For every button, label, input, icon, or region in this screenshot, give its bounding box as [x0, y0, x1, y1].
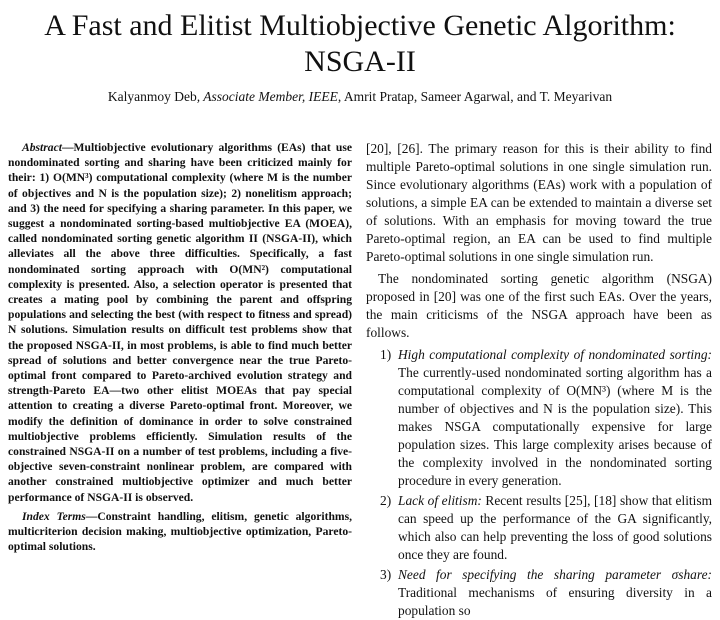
list-item: [366, 346, 712, 490]
list-item-text: The currently-used nondominated sorting algorithm has a computational complexity of O(MN³) (where M is the number of objectives and N is the population size). This makes NSGA computationally expensive for large population sizes. This large complexity arises because of the complexity involved in the nondominated sorting procedure in every generation.: [398, 365, 712, 488]
list-item-number: 1): [380, 347, 392, 362]
title-line-2: NSGA-II: [304, 45, 416, 78]
index-terms-paragraph: [8, 509, 352, 555]
list-item-text: Recent results [25], [18] show that elitism can speed up the performance of the GA significantly, which also can help preventing the loss of good solutions once they are found.: [398, 493, 712, 562]
title-line-1: A Fast and Elitist Multiobjective Genetic Algorithm:: [44, 9, 676, 42]
abstract-label: Abstract: [22, 141, 62, 154]
criticism-list: [366, 346, 712, 620]
list-item-heading: Lack of elitism:: [398, 493, 482, 508]
index-terms-label: Index Terms: [22, 509, 86, 523]
author-line: [0, 88, 720, 106]
body-paragraph-2: The nondominated sorting genetic algorithm (NSGA) proposed in [20] was one of the first such EAs. Over the years, the main criticisms of the NSGA approach have been as follows.: [366, 271, 712, 340]
paper-title: [0, 8, 720, 80]
author-deb: Kalyanmoy Deb: [107, 89, 197, 104]
list-item-number: 2): [380, 493, 392, 508]
list-item-text: Traditional mechanisms of ensuring diversity in a population so: [398, 585, 712, 618]
other-authors: , Amrit Pratap, Sameer Agarwal, and T. Meyarivan: [337, 89, 613, 104]
list-item-heading: High computational complexity of nondominated sorting:: [398, 347, 712, 362]
body-paragraph-1: [20], [26]. The primary reason for this is their ability to find multiple Pareto-optimal solutions in one single simulation run. Since evolutionary algorithms (EAs) work with a population of solutions, a simple EA can be extended to maintain a diverse set of solutions. With an emphasis for moving toward the true Pareto-optimal region, an EA can be used to find multiple Pareto-optimal solutions in one single simulation run.: [366, 141, 712, 264]
list-item: [366, 566, 712, 620]
list-item: [366, 492, 712, 564]
left-column: [8, 140, 352, 554]
author-affiliation: , Associate Member, IEEE: [196, 89, 338, 104]
list-item-number: 3): [380, 567, 392, 582]
index-terms-text: —Constraint handling, elitism, genetic algorithms, multicriterion decision making, multiobjective optimization, Pareto-optimal solutions.: [8, 509, 352, 554]
abstract-paragraph: [8, 140, 352, 505]
list-item-heading: Need for specifying the sharing parameter σshare:: [398, 567, 712, 582]
right-column: [366, 140, 712, 620]
abstract-text: —Multiobjective evolutionary algorithms (EAs) that use nondominated sorting and sharing have been criticized mainly for their: 1) O(MN³) computational complexity (where M is the number of objectives and N is the population size); 2) nonelitism approach; and 3) the need for specifying a sharing parameter. In this paper, we suggest a nondominated sorting-based multiobjective EA (MOEA), called nondominated sorting genetic algorithm II (NSGA-II), which alleviates all the above three difficulties. Specifically, a fast nondominated sorting approach with O(MN²) computational complexity is presented. Also, a selection operator is presented that creates a mating pool by combining the parent and offspring populations and selecting the best (with respect to fitness and spread) N solutions. Simulation results on difficult test problems show that the proposed NSGA-II, in most problems, is able to find much better spread of solutions and better convergence near the true Pareto-optimal front compared to Pareto-archived evolution strategy and strength-Pareto EA—two other elitist MOEAs that pay special attention to creating a diverse Pareto-optimal front. Moreover, we modify the definition of dominance in order to solve constrained multiobjective problems efficiently. Simulation results of the constrained NSGA-II on a number of test problems, including a five-objective seven-constraint nonlinear problem, are compared with another constrained multiobjective optimizer and much better performance of NSGA-II is observed.: [8, 141, 352, 504]
